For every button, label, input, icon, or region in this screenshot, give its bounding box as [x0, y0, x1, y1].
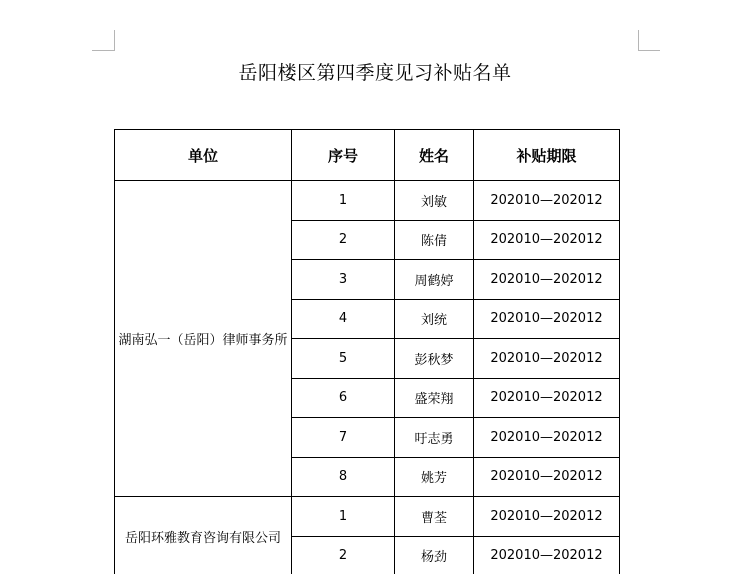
period-cell: 202010—202012	[474, 457, 620, 497]
table-header-row	[115, 130, 620, 181]
period-cell: 202010—202012	[474, 378, 620, 418]
table-row	[115, 497, 620, 537]
document-title: 岳阳楼区第四季度见习补贴名单	[238, 62, 512, 84]
period-cell: 202010—202012	[474, 339, 620, 379]
seq-cell: 7	[292, 418, 395, 458]
margin-corner-mark-left	[92, 30, 115, 51]
name-cell: 盛荣翔	[395, 378, 474, 418]
name-cell: 刘敏	[395, 181, 474, 221]
seq-cell: 2	[292, 220, 395, 260]
seq-cell: 3	[292, 260, 395, 300]
seq-cell: 1	[292, 497, 395, 537]
seq-cell: 5	[292, 339, 395, 379]
seq-cell: 1	[292, 181, 395, 221]
margin-corner-mark-right	[638, 30, 660, 51]
period-cell: 202010—202012	[474, 418, 620, 458]
name-cell: 刘统	[395, 299, 474, 339]
header-unit: 单位	[115, 130, 292, 181]
period-cell: 202010—202012	[474, 497, 620, 537]
period-cell: 202010—202012	[474, 536, 620, 574]
name-cell: 周鹤婷	[395, 260, 474, 300]
period-cell: 202010—202012	[474, 181, 620, 221]
unit-cell: 湖南弘一（岳阳）律师事务所	[115, 181, 292, 497]
period-cell: 202010—202012	[474, 260, 620, 300]
header-seq: 序号	[292, 130, 395, 181]
name-cell: 陈倩	[395, 220, 474, 260]
name-cell: 姚芳	[395, 457, 474, 497]
period-cell: 202010—202012	[474, 299, 620, 339]
name-cell: 杨劲	[395, 536, 474, 574]
header-name: 姓名	[395, 130, 474, 181]
table-row	[115, 181, 620, 221]
name-cell: 彭秋梦	[395, 339, 474, 379]
unit-cell: 岳阳环雅教育咨询有限公司	[115, 497, 292, 574]
seq-cell: 6	[292, 378, 395, 418]
seq-cell: 2	[292, 536, 395, 574]
name-cell: 吁志勇	[395, 418, 474, 458]
subsidy-table	[114, 129, 620, 574]
period-cell: 202010—202012	[474, 220, 620, 260]
seq-cell: 8	[292, 457, 395, 497]
name-cell: 曹荃	[395, 497, 474, 537]
seq-cell: 4	[292, 299, 395, 339]
header-period: 补贴期限	[474, 130, 620, 181]
